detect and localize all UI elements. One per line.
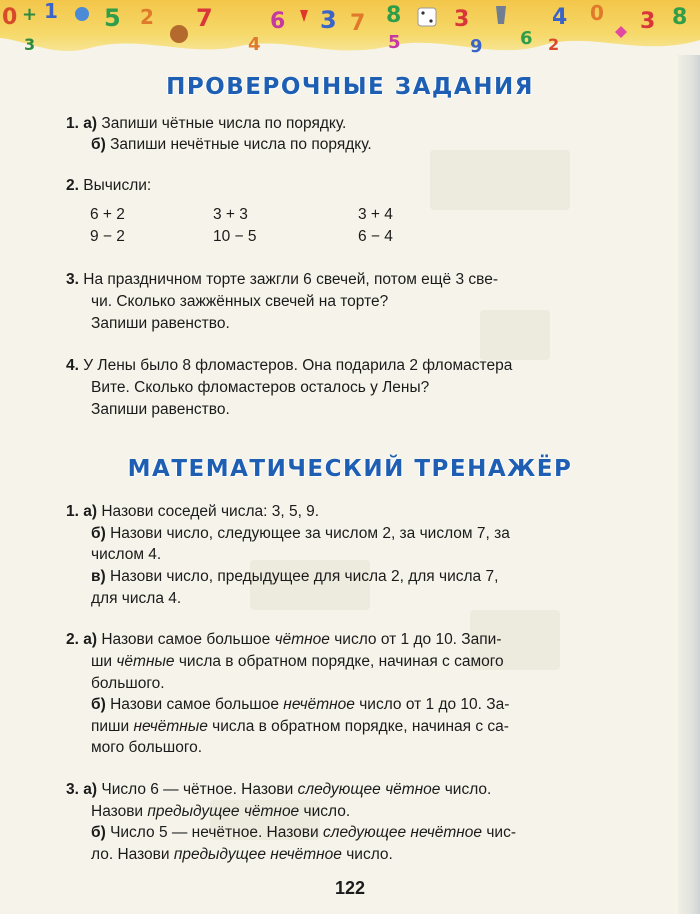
emphasis-text: предыдущее нечётное (173, 846, 342, 863)
subtask-label: б) (91, 824, 106, 841)
task-1-b (91, 135, 372, 155)
task-text-line (91, 845, 393, 865)
task-text-line (91, 652, 504, 672)
task-text: Число 5 — нечётное. Назови (110, 824, 319, 841)
task-text: Вычисли: (83, 177, 152, 194)
task-text: Вите. Сколько фломастеров осталось у Лены? (91, 379, 430, 396)
section-title-check-tasks: ПРОВЕРОЧНЫЕ ЗАДАНИЯ (166, 74, 534, 100)
page-number: 122 (334, 878, 366, 898)
subtask-label: б) (91, 136, 106, 153)
task-text: чи. Сколько зажжённых свечей на торте? (91, 293, 389, 310)
flower-icon (615, 26, 627, 38)
decor-digit: 5 (388, 32, 401, 53)
emphasis-text: следующее нечётное (322, 824, 483, 841)
subtask-label: в) (91, 568, 106, 585)
task-text: Назови число, предыдущее для числа 2, для числа 7, (110, 568, 499, 585)
decor-digit: 8 (386, 3, 402, 28)
task-text: Назови самое большое (101, 631, 271, 648)
task-text: Назови соседей числа: 3, 5, 9. (101, 503, 320, 520)
bleed-through-shape (480, 310, 550, 360)
decor-digit: 3 (24, 35, 36, 54)
task-text: Назови число, следующее за числом 2, за числом 7, за (110, 525, 510, 542)
section-title-math-trainer: МАТЕМАТИЧЕСКИЙ ТРЕНАЖЁР (127, 456, 573, 482)
decor-digit: 6 (520, 28, 533, 49)
expression: 6 − 4 (358, 228, 393, 245)
task-text: число. (444, 781, 492, 798)
task-text: число. (346, 846, 393, 863)
dice-icon (418, 8, 436, 26)
expression: 9 − 2 (90, 228, 125, 245)
task-number: 1. (66, 503, 79, 520)
subtask-label: б) (91, 525, 106, 542)
decor-digit: 3 (640, 9, 656, 34)
task-text: ло. Назови (91, 846, 170, 863)
trainer-task-1-b (91, 524, 510, 544)
tower-icon (496, 6, 506, 24)
subtask-label: а) (83, 503, 98, 520)
decor-digit: 0 (590, 1, 604, 25)
trainer-task-2-a (66, 630, 502, 650)
page-edge (678, 55, 700, 914)
decor-digit: 7 (350, 11, 366, 36)
decor-digit: 2 (548, 35, 560, 54)
subtask-label: а) (83, 115, 98, 132)
task-text-line (91, 802, 350, 822)
bleed-through-shape (430, 150, 570, 210)
task-text: Запиши равенство. (91, 315, 230, 332)
strawberry-icon (300, 10, 308, 22)
task-text: числа в обратном порядке, начиная с самого (178, 653, 504, 670)
task-text: На праздничном торте зажгли 6 свечей, потом ещё 3 све- (83, 271, 498, 288)
teddy-bear-icon (170, 25, 188, 43)
subtask-label: б) (91, 696, 106, 713)
subtask-label: а) (83, 781, 98, 798)
task-number: 4. (66, 357, 79, 374)
decor-digit: 4 (552, 5, 568, 30)
decor-digit: 7 (196, 4, 213, 32)
ball-icon (75, 7, 89, 21)
task-number: 3. (66, 271, 79, 288)
task-4 (66, 356, 512, 376)
emphasis-text: следующее чётное (297, 781, 441, 798)
expression: 3 + 4 (358, 206, 393, 223)
task-text: Запиши равенство. (91, 401, 230, 418)
task-text: чис- (486, 824, 517, 841)
task-text: число от 1 до 10. За- (359, 696, 510, 713)
decor-digit: + (22, 4, 38, 25)
trainer-task-1-a (66, 502, 319, 522)
header-decoration (0, 0, 700, 62)
decor-digit: 8 (672, 5, 688, 30)
expression: 6 + 2 (90, 206, 125, 223)
task-1-a (66, 114, 346, 134)
expression: 3 + 3 (213, 206, 248, 223)
task-text: число. (303, 803, 351, 820)
task-text: Назови самое большое (110, 696, 279, 713)
emphasis-text: чётные (116, 653, 175, 670)
trainer-task-3-b (91, 823, 516, 843)
trainer-task-1-c (91, 567, 498, 587)
task-text: большого. (91, 675, 165, 692)
trainer-task-3-a (66, 780, 491, 800)
task-text: числа в обратном порядке, начиная с са- (212, 718, 509, 735)
task-3 (66, 270, 498, 290)
task-text: Запиши нечётные числа по порядку. (110, 136, 372, 153)
decor-digit: 4 (248, 34, 261, 55)
decor-digit: 0 (2, 5, 18, 30)
emphasis-text: нечётные (133, 718, 208, 735)
task-number: 3. (66, 781, 79, 798)
decor-digit: 3 (320, 6, 337, 34)
decor-digit: 9 (470, 36, 483, 57)
task-text: пиши (91, 718, 130, 735)
subtask-label: а) (83, 631, 98, 648)
task-number: 1. (66, 115, 79, 132)
emphasis-text: нечётное (283, 696, 355, 713)
task-text: число от 1 до 10. Запи- (334, 631, 502, 648)
decor-digit: 3 (454, 7, 470, 32)
task-2 (66, 176, 151, 196)
task-text-line (91, 717, 509, 737)
task-text: Число 6 — чётное. Назови (101, 781, 294, 798)
emphasis-text: чётное (274, 631, 330, 648)
task-text: числом 4. (91, 546, 162, 563)
task-text: ши (91, 653, 113, 670)
decor-digit: 5 (104, 4, 121, 32)
task-text: для числа 4. (91, 590, 182, 607)
expression: 10 − 5 (213, 228, 257, 245)
task-number: 2. (66, 631, 79, 648)
emphasis-text: предыдущее чётное (147, 803, 300, 820)
decor-digit: 2 (140, 5, 154, 29)
task-text: мого большого. (91, 739, 203, 756)
decorative-header-band (0, 0, 700, 62)
trainer-task-2-b (91, 695, 509, 715)
task-text: У Лены было 8 фломастеров. Она подарила 2 фломастера (83, 357, 513, 374)
decor-digit: 6 (270, 9, 286, 34)
task-text: Запиши чётные числа по порядку. (101, 115, 347, 132)
decor-digit: 1 (44, 0, 58, 23)
task-text: Назови (91, 803, 144, 820)
task-number: 2. (66, 177, 79, 194)
